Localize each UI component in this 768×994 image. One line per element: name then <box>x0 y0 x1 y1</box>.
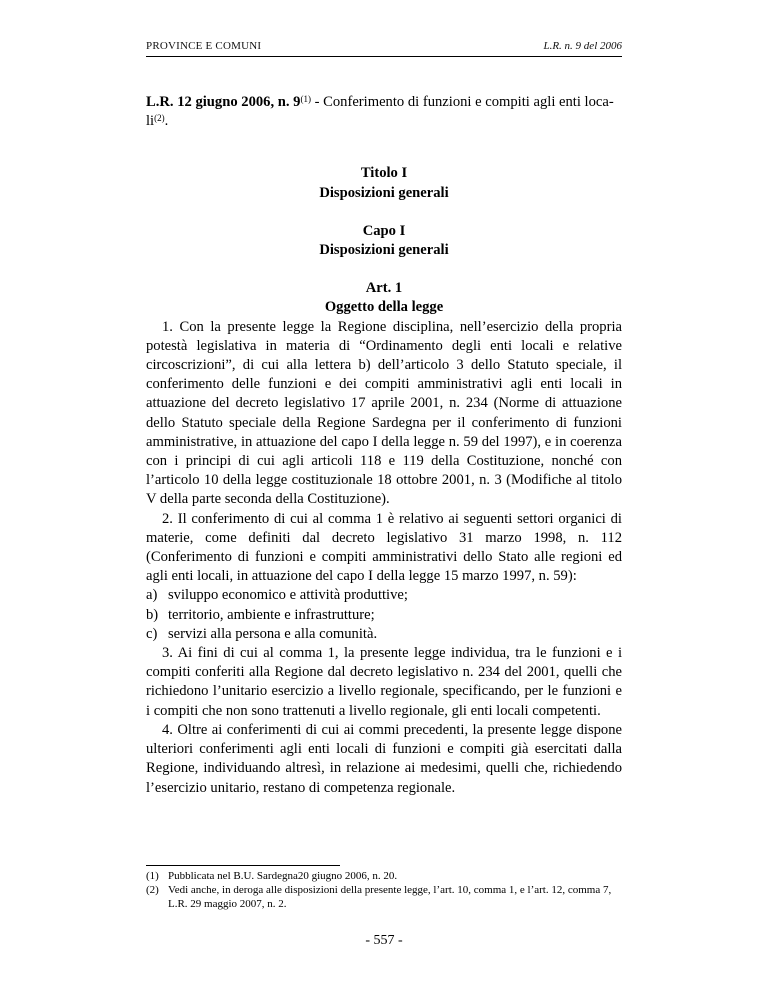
header-divider <box>146 56 622 57</box>
list-marker: c) <box>146 625 158 642</box>
footnotes <box>146 869 622 911</box>
header-law-reference: L.R. n. 9 del 2006 <box>543 40 622 52</box>
footnote-text: Pubblicata nel B.U. Sardegna20 giugno 2006, n. 20. <box>168 870 398 882</box>
list-item <box>146 586 622 605</box>
footnote <box>146 869 622 883</box>
article-number: Art. 1 <box>365 280 403 297</box>
footnote-ref-1[interactable]: (1) <box>300 94 311 104</box>
law-title-text: - Conferimento di funzioni e compiti agli enti loca- <box>310 94 614 110</box>
list-item <box>146 625 622 644</box>
footnote-ref-2[interactable]: (2) <box>154 113 165 124</box>
capo-heading <box>146 222 622 260</box>
article-heading <box>146 279 622 317</box>
titolo-number: Titolo I <box>360 165 408 182</box>
list-text: servizi alla persona e alla comunità. <box>168 625 378 642</box>
list-marker: a) <box>146 587 158 604</box>
article-paragraph-2: 2. Il conferimento di cui al comma 1 è relativo ai seguenti settori organici di materie, come definiti dal decreto legislativo 31 marzo 1998, n. 112 (Conferimento di funzioni e compiti amministrativi dello Stato alle regioni ed agli enti locali, in attuazione del capo I della legge 15 marzo 1997, n. 59): <box>146 510 622 585</box>
article-paragraph-4: 4. Oltre ai conferimenti di cui ai commi precedenti, la presente legge dispone ulteriori conferimenti agli enti locali di funzioni e compiti già esercitati dalla Regione, individuando altresì, in relazione ai medesimi, quelli che, richiedendo l’esercizio unitario, restano di competenza regionale. <box>146 721 622 796</box>
law-title-bold: L.R. 12 giugno 2006, n. 9 <box>146 94 301 110</box>
capo-number: Capo I <box>362 222 406 239</box>
article-paragraph-1: 1. Con la presente legge la Regione disciplina, nell’esercizio della propria potestà legislativa in materia di “Ordinamento degli enti locali e relative circoscrizioni”, di cui alla lettera b) dell’articolo 3 dello Statuto speciale, il conferimento delle funzioni e dei compiti amministrativi agli enti locali in attuazione del decreto legislativo 17 aprile 2001, n. 234 (Norme di attuazione dello Statuto speciale della Regione Sardegna per il conferimento di funzioni amministrative, in attuazione del capo I della legge n. 59 del 1997), e in coerenza con i principi di cui agli articoli 118 e 119 della Costituzione, nonché con l’articolo 10 della legge costituzionale 18 ottobre 2001, n. 3 (Modifiche al titolo V della parte seconda della Costituzione). <box>146 318 622 508</box>
footnote <box>146 883 622 911</box>
footnote-divider <box>146 865 340 866</box>
footnote-number: (1) <box>146 870 159 882</box>
article-title: Oggetto della legge <box>324 299 444 316</box>
list-item <box>146 606 622 625</box>
list-text: territorio, ambiente e infrastrutture; <box>168 606 375 623</box>
titolo-name: Disposizioni generali <box>319 184 449 201</box>
list-marker: b) <box>146 606 159 623</box>
header-section-title: PROVINCE E COMUNI <box>146 40 262 52</box>
list-text: sviluppo economico e attività produttive; <box>168 587 408 604</box>
capo-name: Disposizioni generali <box>319 242 449 259</box>
page-number: - 557 - <box>365 933 403 948</box>
document-body <box>146 93 622 798</box>
footnote-number: (2) <box>146 884 159 896</box>
footnote-text: Vedi anche, in deroga alle disposizioni della presente legge, l’art. 10, comma 1, e l’art. 12, comma 7, L.R. 29 maggio 2007, n. 2. <box>168 884 612 910</box>
law-title-text-cont: li <box>146 113 155 130</box>
article-paragraph-3: 3. Ai fini di cui al comma 1, la presente legge individua, tra le funzioni e i compiti conferiti alla Regione dal decreto legislativo n. 234 del 2001, quelli che richiedono l’unitario esercizio a livello regionale, specificando, per le funzioni e i compiti che non sono trattenuti a livello regionale, gli enti locali competenti. <box>146 645 622 719</box>
law-title <box>146 93 622 131</box>
law-title-end: . <box>164 113 169 130</box>
titolo-heading <box>146 164 622 202</box>
